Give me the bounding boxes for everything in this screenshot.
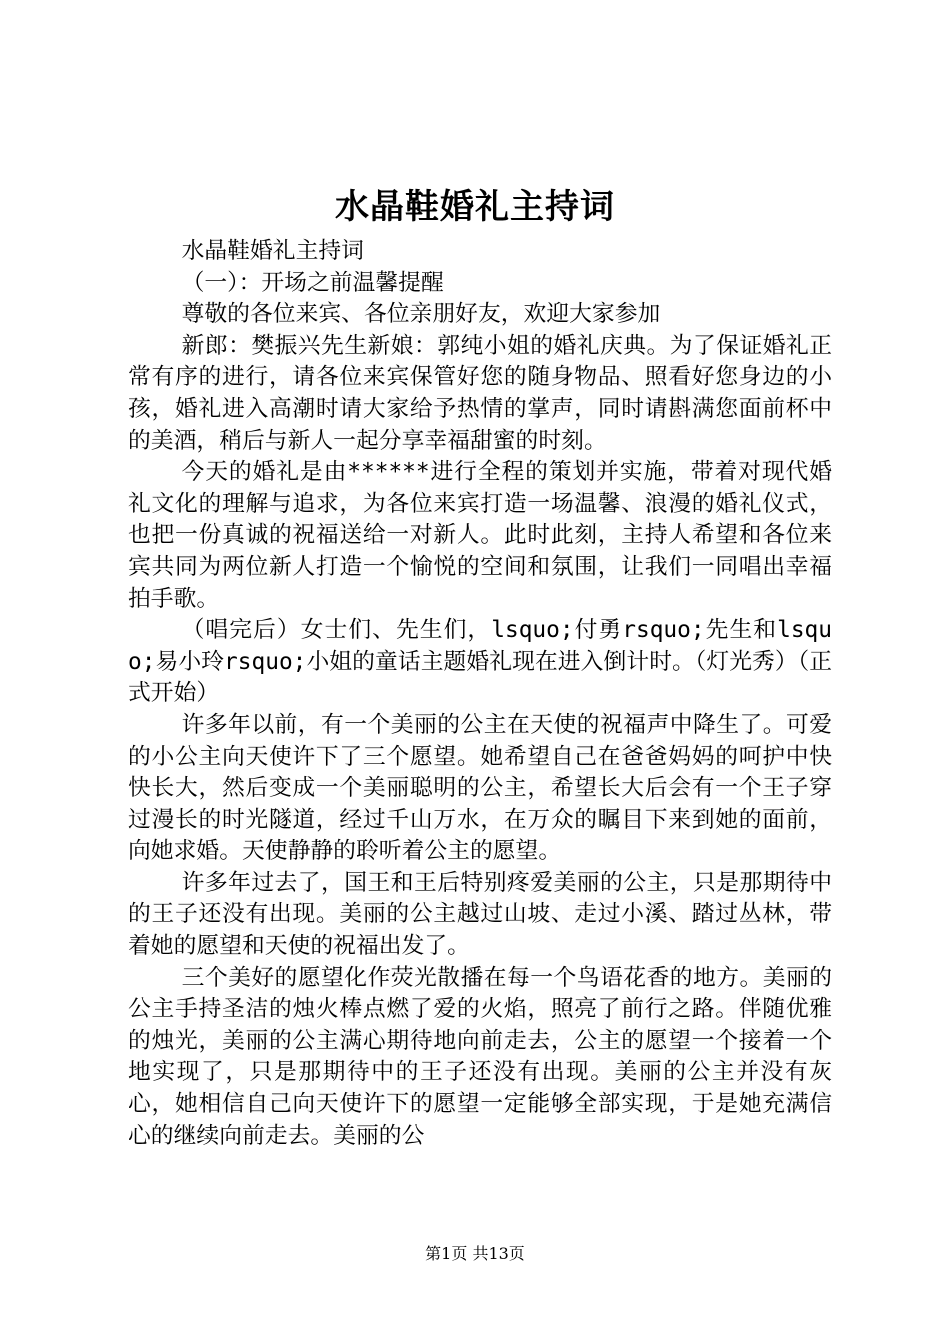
paragraph-heading: 水晶鞋婚礼主持词 [181,238,364,264]
paragraph-reminder: 新郎：樊振兴先生新娘：郭纯小姐的婚礼庆典。为了保证婚礼正常有序的进行，请各位来宾保管好您的随身物品、照看好您身边的小孩，婚礼进入高潮时请大家给予热情的掌声，同时请斟满您面前杯中的美酒，稍后与新人一起分享幸福甜蜜的时刻。 [128,332,832,454]
paragraph-countdown: （唱完后）女士们、先生们，lsquo;付勇rsquo;先生和lsquo;易小玲rsquo;小姐的童话主题婚礼现在进入倒计时。（灯光秀）（正式开始） [128,617,832,707]
document-title: 水晶鞋婚礼主持词 [335,187,615,227]
document-body [128,236,832,1152]
paragraph-story-intro: 许多年以前，有一个美丽的公主在天使的祝福声中降生了。可爱的小公主向天使许下了三个愿望。她希望自己在爸爸妈妈的呵护中快快长大，然后变成一个美丽聪明的公主，希望长大后会有一个王子穿过漫长的时光隧道，经过千山万水，在万众的瞩目下来到她的面前，向她求婚。天使静静的聆听着公主的愿望。 [128,711,832,865]
paragraph-section-title: （一）：开场之前温馨提醒 [181,269,444,296]
paragraph-planning: 今天的婚礼是由******进行全程的策划并实施，带着对现代婚礼文化的理解与追求，为各位来宾打造一场温馨、浪漫的婚礼仪式，也把一份真诚的祝福送给一对新人。此时此刻，主持人希望和各位来宾共同为两位新人打造一个愉悦的空间和氛围，让我们一同唱出幸福拍手歌。 [128,459,832,612]
paragraph-story-journey: 许多年过去了，国王和王后特别疼爱美丽的公主，只是那期待中的王子还没有出现。美丽的公主越过山坡、走过小溪、踏过丛林，带着她的愿望和天使的祝福出发了。 [128,869,832,960]
page-footer: 第1页 共13页 [425,1244,525,1263]
paragraph-story-wishes: 三个美好的愿望化作荧光散播在每一个鸟语花香的地方。美丽的公主手持圣洁的烛火棒点燃了爱的火焰，照亮了前行之路。伴随优雅的烛光，美丽的公主满心期待地向前走去，公主的愿望一个接着一个地实现了，只是那期待中的王子还没有出现。美丽的公主并没有灰心，她相信自己向天使许下的愿望一定能够全部实现，于是她充满信心的继续向前走去。美丽的公 [128,964,832,1149]
paragraph-greeting: 尊敬的各位来宾、各位亲朋好友，欢迎大家参加 [181,301,661,328]
